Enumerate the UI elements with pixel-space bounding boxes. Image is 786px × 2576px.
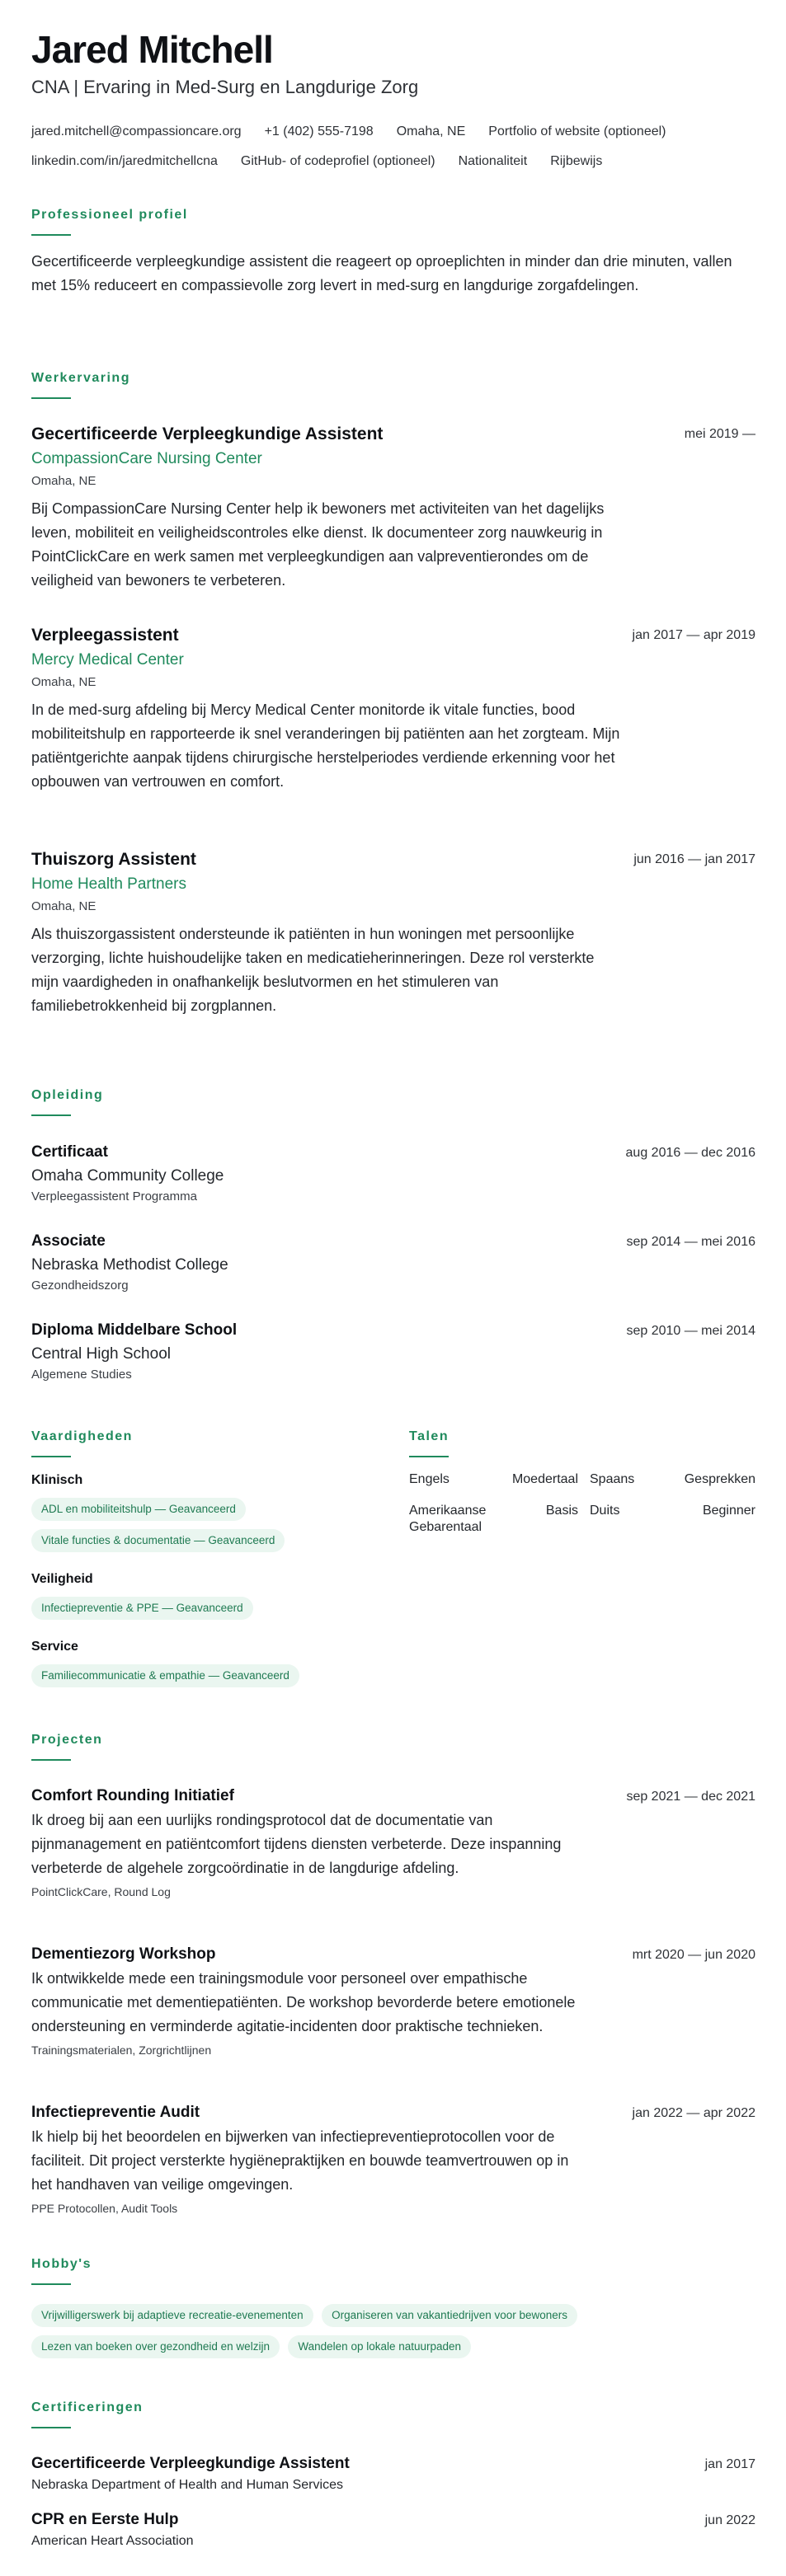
job-location: Omaha, NE — [31, 474, 96, 488]
certification-date: jan 2017 — [704, 2457, 755, 2471]
language-name: Engels — [409, 1472, 449, 1486]
field-of-study: Gezondheidszorg — [31, 1279, 129, 1293]
language-name: Spaans — [590, 1472, 635, 1486]
education-date: aug 2016 — dec 2016 — [625, 1146, 755, 1160]
project-item — [31, 1785, 755, 1900]
project-tools: PointClickCare, Round Log — [31, 1885, 171, 1898]
language-level: Gesprekken — [684, 1472, 755, 1486]
project-item — [31, 1944, 755, 2058]
employer: Mercy Medical Center — [31, 651, 184, 669]
profile-summary: Gecertificeerde verpleegkundige assistent die reageert op oproeplichten in minder dan drie minuten, vallen met 15% reduceert en compassievolle zorg levert in med-surg en langdurige zorgafdelingen. — [31, 253, 732, 293]
job-description: In de med-surg afdeling bij Mercy Medical Center monitorde ik vitale functies, bood mobiliteitshulp en rapporteerde ik snel veranderingen bij patiënten aan het zorgteam. Mijn patiëntgerichte aanpak tijdens chirurgische herstelperiodes verdiende erkenning voor het opbouwen van vertrouwen en comfort. — [31, 701, 620, 790]
certification-title: Gecertificeerde Verpleegkundige Assistent — [31, 2455, 350, 2472]
language-row — [409, 1471, 755, 1488]
employer: Home Health Partners — [31, 875, 186, 893]
languages-list — [409, 1471, 755, 1551]
section-title-projects: Projecten — [31, 1733, 102, 1761]
linkedin-link[interactable]: linkedin.com/in/jaredmitchellcna — [31, 154, 218, 168]
section-title-education: Opleiding — [31, 1088, 103, 1116]
certification-issuer: Nebraska Department of Health and Human Services — [31, 2478, 343, 2492]
language-level: Basis — [545, 1504, 578, 1518]
skill-category: Veiligheid — [31, 1572, 93, 1586]
project-description: Ik ontwikkelde mede een trainingsmodule voor personeel over empathische communicatie met dementiepatiënten. De workshop bevorderde betere emotionele ondersteuning en verminderde agitatie-incidenten door praktische technieken. — [31, 1970, 576, 2034]
job-location: Omaha, NE — [31, 675, 96, 689]
language-name: Duits — [590, 1504, 620, 1518]
certification-issuer: American Heart Association — [31, 2534, 194, 2548]
project-tools: PPE Protocollen, Audit Tools — [31, 2202, 178, 2215]
skill-group — [31, 1570, 378, 1628]
job-title: Verpleegassistent — [31, 626, 179, 645]
project-title: Infectiepreventie Audit — [31, 2104, 200, 2121]
section-title-languages: Talen — [409, 1429, 449, 1457]
job-title: Gecertificeerde Verpleegkundige Assistent — [31, 425, 384, 443]
project-date: sep 2021 — dec 2021 — [626, 1790, 755, 1804]
experience-item — [31, 848, 755, 1018]
portfolio-link[interactable]: Portfolio of website (optioneel) — [488, 124, 666, 138]
project-description: Ik droeg bij aan een uurlijks rondingsprotocol dat de documentatie van pijnmanagement en patiëntcomfort tijdens diensten verbeterde. Deze inspanning verbeterde de algehele zorgcoördinatie in de langdurige afdeling. — [31, 1812, 562, 1876]
section-title-hobbies: Hobby's — [31, 2257, 92, 2285]
education-item — [31, 1320, 755, 1384]
degree: Certificaat — [31, 1143, 108, 1161]
school: Omaha Community College — [31, 1167, 224, 1185]
language-row — [409, 1503, 755, 1536]
skill-chip: Infectiepreventie & PPE — Geavanceerd — [31, 1597, 253, 1620]
email-link[interactable]: jared.mitchell@compassioncare.org — [31, 124, 242, 138]
certification-item — [31, 2453, 755, 2494]
contact-row — [31, 117, 757, 147]
school: Nebraska Methodist College — [31, 1256, 228, 1274]
degree: Diploma Middelbare School — [31, 1321, 238, 1339]
section-title-profile: Professioneel profiel — [31, 208, 188, 236]
job-date: jun 2016 — jan 2017 — [633, 852, 755, 866]
education-date: sep 2010 — mei 2014 — [626, 1324, 755, 1338]
contact-info — [31, 117, 757, 176]
section-title-certifications: Certificeringen — [31, 2400, 143, 2428]
github-link[interactable]: GitHub- of codeprofiel (optioneel) — [240, 154, 435, 168]
location: Omaha, NE — [396, 124, 466, 138]
school: Central High School — [31, 1345, 171, 1363]
language-level: Moedertaal — [511, 1472, 578, 1486]
language-level: Beginner — [702, 1504, 755, 1518]
drivers-license: Rijbewijs — [550, 154, 603, 168]
certification-date: jun 2022 — [704, 2513, 755, 2527]
skill-group — [31, 1471, 378, 1560]
project-item — [31, 2102, 755, 2217]
job-title: Thuiszorg Assistent — [31, 850, 196, 869]
project-description: Ik hielp bij het beoordelen en bijwerken van infectiepreventieprotocollen voor de faciliteit. Dit project versterkte hygiënepraktijken en bouwde teamvertrouwen op in het handhaven van veilige omgevingen. — [31, 2128, 569, 2193]
project-date: jan 2022 — apr 2022 — [632, 2106, 755, 2120]
project-tools: Trainingsmaterialen, Zorgrichtlijnen — [31, 2043, 212, 2057]
section-title-experience: Werkervaring — [31, 371, 130, 399]
section-title-skills: Vaardigheden — [31, 1429, 133, 1457]
hobbies-list — [31, 2304, 757, 2367]
job-date: jan 2017 — apr 2019 — [632, 628, 755, 642]
certification-title: CPR en Eerste Hulp — [31, 2511, 179, 2528]
skill-chip: ADL en mobiliteitshulp — Geavanceerd — [31, 1498, 246, 1521]
project-title: Dementiezorg Workshop — [31, 1945, 216, 1963]
job-description: Bij CompassionCare Nursing Center help ik bewoners met activiteiten van het dagelijks leven, mobiliteit en veiligheidscontroles elke dienst. Ik documenteer zorg nauwkeurig in PointClickCare en werk samen met verpleegkundigen aan valpreventierondes om de veiligheid van bewoners te verbeteren. — [31, 500, 605, 589]
certification-item — [31, 2509, 755, 2550]
field-of-study: Algemene Studies — [31, 1368, 132, 1382]
language-name: Amerikaanse Gebarentaal — [409, 1504, 487, 1534]
hobby-chip: Lezen van boeken over gezondheid en welzijn — [31, 2335, 280, 2358]
project-title: Comfort Rounding Initiatief — [31, 1787, 234, 1804]
experience-item — [31, 423, 755, 593]
candidate-name: Jared Mitchell — [31, 28, 273, 71]
skill-category: Klinisch — [31, 1473, 83, 1487]
hobby-chip: Organiseren van vakantiedrijven voor bewoners — [322, 2304, 577, 2327]
field-of-study: Verpleegassistent Programma — [31, 1189, 197, 1204]
education-date: sep 2014 — mei 2016 — [626, 1235, 755, 1249]
skills-list — [31, 1471, 378, 1706]
skill-category: Service — [31, 1640, 78, 1654]
phone-number[interactable]: +1 (402) 555-7198 — [264, 124, 374, 138]
nationality: Nationaliteit — [458, 154, 528, 168]
degree: Associate — [31, 1232, 106, 1250]
contact-row — [31, 147, 757, 176]
skill-group — [31, 1638, 378, 1696]
hobby-chip: Wandelen op lokale natuurpaden — [288, 2335, 471, 2358]
experience-item — [31, 624, 755, 794]
job-date: mei 2019 — — [684, 427, 755, 441]
job-location: Omaha, NE — [31, 899, 96, 913]
skill-chip: Vitale functies & documentatie — Geavanceerd — [31, 1529, 285, 1552]
education-item — [31, 1231, 755, 1295]
job-description: Als thuiszorgassistent ondersteunde ik patiënten in hun woningen met persoonlijke verzorging, lichte huishoudelijke taken en medicatieherinneringen. Deze rol versterkte mijn vaardigheden in onafhankelijk beslutvormen en het stimuleren van familiebetrokkenheid bij zorgplannen. — [31, 926, 595, 1014]
candidate-tagline: CNA | Ervaring in Med-Surg en Langdurige Zorg — [31, 77, 419, 97]
education-item — [31, 1142, 755, 1206]
hobby-chip: Vrijwilligerswerk bij adaptieve recreatie-evenementen — [31, 2304, 313, 2327]
skill-chip: Familiecommunicatie & empathie — Geavanceerd — [31, 1664, 299, 1687]
employer: CompassionCare Nursing Center — [31, 450, 262, 467]
project-date: mrt 2020 — jun 2020 — [632, 1948, 755, 1962]
